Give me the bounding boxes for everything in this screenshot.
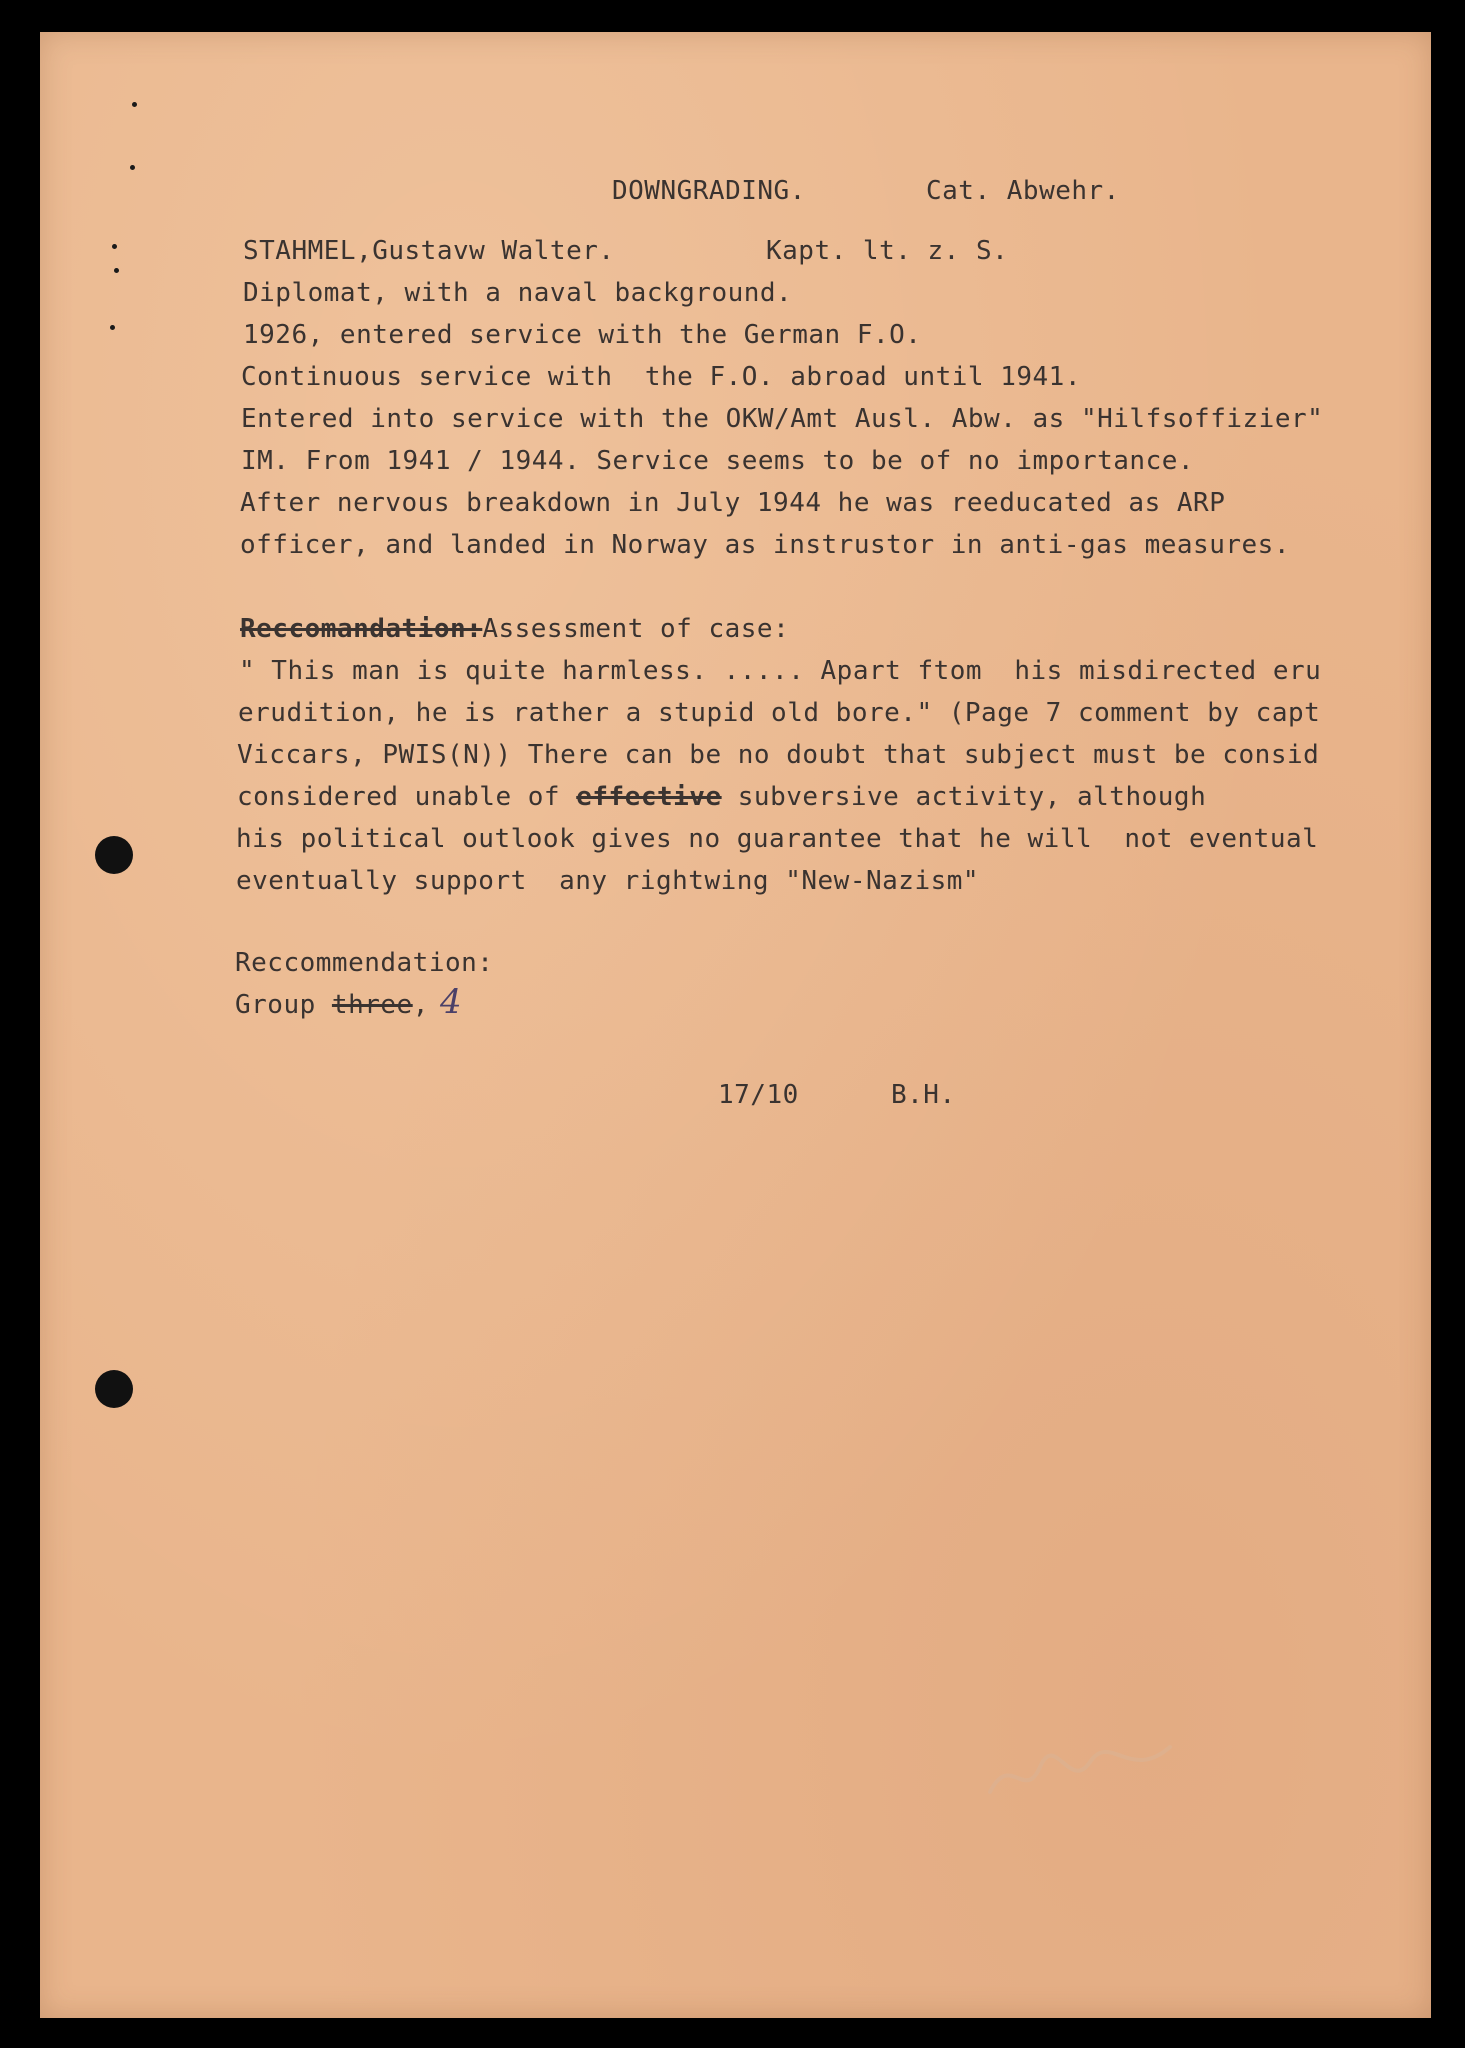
struck-heading: Reccomandation: <box>240 614 483 644</box>
subject-line-7: officer, and landed in Norway as instrustor in anti-gas measures. <box>240 530 1290 560</box>
document-title: DOWNGRADING. <box>612 176 806 206</box>
subject-line-6: After nervous breakdown in July 1944 he was reeducated as ARP <box>240 488 1226 518</box>
group-comma: , <box>412 990 429 1020</box>
handwritten-group-number: 4 <box>440 982 462 1022</box>
assessment-line-5: his political outlook gives no guarantee that he will not eventual <box>236 824 1319 854</box>
assessment-heading <box>240 616 789 642</box>
margin-mark <box>132 102 137 107</box>
assessment-line-3: Viccars, PWIS(N)) There can be no doubt that subject must be consid <box>237 740 1320 770</box>
document-category: Cat. Abwehr. <box>926 176 1120 206</box>
assessment-line-2: erudition, he is rather a stupid old bore." (Page 7 comment by capt <box>238 698 1321 728</box>
group-label: Group <box>235 990 332 1020</box>
footer-initials: B.H. <box>891 1080 956 1110</box>
subject-rank: Kapt. lt. z. S. <box>766 236 1009 266</box>
assessment-line-4 <box>237 784 1206 810</box>
punch-hole-top <box>95 836 133 874</box>
subject-line-4: Entered into service with the OKW/Amt Ausl. Abw. as "Hilfsoffizier" <box>241 404 1324 434</box>
margin-mark <box>112 244 117 249</box>
group-struck: three <box>331 990 413 1020</box>
recommendation-group <box>235 992 429 1018</box>
assessment-line-4-post: subversive activity, although <box>721 782 1207 812</box>
punch-hole-bottom <box>95 1370 133 1408</box>
subject-name: STAHMEL,Gustavw Walter. <box>243 236 615 266</box>
margin-mark <box>130 165 135 170</box>
recommendation-heading: Reccommendation: <box>235 948 494 978</box>
margin-mark <box>114 268 119 273</box>
margin-mark <box>110 325 115 330</box>
subject-line-1: Diplomat, with a naval background. <box>243 278 793 308</box>
struck-word: effective <box>576 782 722 812</box>
subject-line-5: IM. From 1941 / 1944. Service seems to be of no importance. <box>241 446 1195 476</box>
assessment-line-4-pre: considered unable of <box>237 782 577 812</box>
assessment-line-6: eventually support any rightwing "New-Nazism" <box>236 866 980 896</box>
faint-signature-mark <box>980 1732 1180 1812</box>
assessment-heading-text: Assessment of case: <box>482 614 790 644</box>
assessment-line-1: " This man is quite harmless. ..... Apart ftom his misdirected eru <box>239 656 1322 686</box>
footer-date: 17/10 <box>718 1080 799 1110</box>
subject-line-2: 1926, entered service with the German F.O. <box>243 320 922 350</box>
subject-line-3: Continuous service with the F.O. abroad until 1941. <box>241 362 1081 392</box>
document-page <box>40 32 1431 2018</box>
